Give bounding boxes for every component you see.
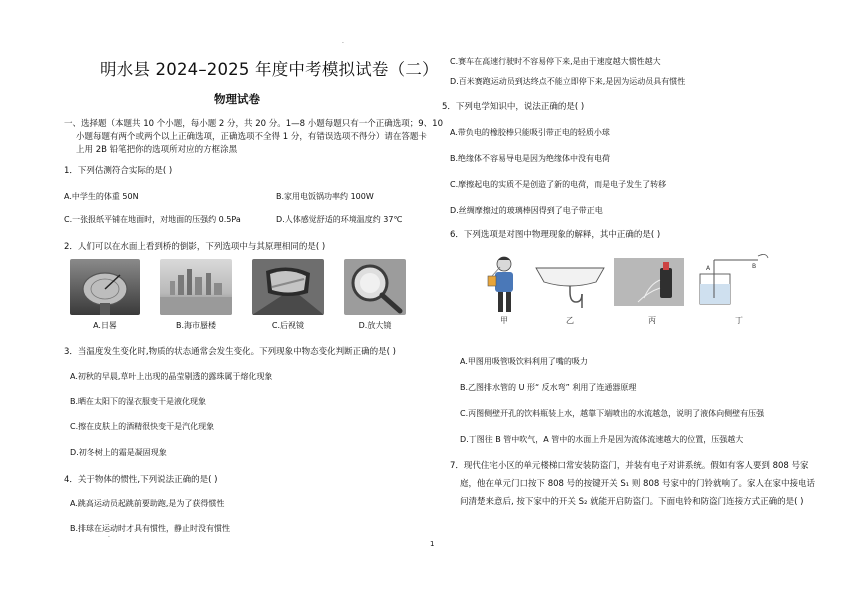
question-1-option-c: C.一张报纸平铺在地面时，对地面的压强约 0.5Pa bbox=[64, 215, 241, 224]
question-7-line-3: 问清楚来意后, 按下家中的开关 S₂ 就能开启防盗门。下面电铃和防盗门连接方式正确的是( ) bbox=[460, 497, 804, 507]
section-instructions-line-1: 一、选择题（本题共 10 个小题，每小题 2 分，共 20 分。1—8 小题每题只有一个正确选项；9、10 bbox=[64, 119, 443, 129]
question-5-option-c: C.摩擦起电的实质不是创造了新的电荷，而是电子发生了转移 bbox=[450, 180, 667, 189]
mirage-photo bbox=[160, 259, 232, 315]
question-5-stem: 5．下列电学知识中，说法正确的是( ) bbox=[442, 102, 585, 112]
figure-label-yi: 乙 bbox=[566, 316, 574, 325]
image-caption-d: D.放大镜 bbox=[358, 321, 392, 330]
question-5-option-a: A.带负电的橡胶棒只能吸引带正电的轻质小球 bbox=[450, 128, 610, 137]
question-3-option-a: A.初秋的早晨,草叶上出现的晶莹剔透的露珠属于熔化现象 bbox=[70, 372, 273, 381]
question-3-option-c: C.擦在皮肤上的酒精很快变干是汽化现象 bbox=[70, 422, 215, 431]
scan-dot: · bbox=[108, 534, 110, 541]
figure-label-bing: 丙 bbox=[648, 316, 656, 325]
question-7-line-2: 庭，他在单元门口按下 808 号的按键开关 S₁ 则 808 号家中的门铃就响了。家人在家中接电话 bbox=[460, 479, 815, 489]
magnifier-photo bbox=[344, 259, 406, 315]
figure-label-jia: 甲 bbox=[500, 316, 508, 325]
question-3-stem: 3．当温度发生变化时,物质的状态通常会发生变化。下列现象中物态变化判断正确的是( ) bbox=[64, 347, 396, 357]
figure-label-ding: 丁 bbox=[735, 316, 743, 325]
question-7-line-1: 7．现代住宅小区的单元楼梯口常安装防盗门，并装有电子对讲系统。假如有客人要到 808 号家 bbox=[450, 461, 809, 471]
figure-ding-tubes bbox=[694, 252, 772, 308]
image-caption-c: C.后视镜 bbox=[271, 321, 305, 330]
question-4-option-c: C.赛车在高速行驶时不容易停下来,是由于速度越大惯性越大 bbox=[450, 57, 661, 66]
section-instructions-line-3: 上用 2B 铅笔把你的选项所对应的方框涂黑 bbox=[76, 145, 238, 155]
figure-bing-bottle bbox=[614, 258, 684, 306]
question-1-option-d: D.人体感觉舒适的环境温度约 37℃ bbox=[276, 215, 403, 224]
exam-title: 明水县 2024–2025 年度中考模拟试卷（二） bbox=[100, 60, 439, 79]
svg-text:A: A bbox=[706, 265, 711, 272]
exam-subtitle: 物理试卷 bbox=[214, 92, 260, 106]
scan-dot: · bbox=[342, 40, 344, 47]
question-3-option-d: D.初冬树上的霜是凝固现象 bbox=[70, 448, 167, 457]
image-caption-b: B.海市蜃楼 bbox=[175, 321, 217, 330]
page-number: 1 bbox=[430, 540, 435, 548]
sundial-photo bbox=[70, 259, 140, 315]
question-4-option-d: D.百米赛跑运动员到达终点不能立即停下来,是因为运动员具有惯性 bbox=[450, 77, 686, 86]
figure-jia-boy-drinking bbox=[476, 254, 536, 314]
question-1-option-a: A.中学生的体重 50N bbox=[64, 192, 139, 201]
question-3-option-b: B.晒在太阳下的湿衣服变干是液化现象 bbox=[70, 397, 207, 406]
question-6-option-d: D.丁图往 B 管中吹气，A 管中的水面上升是因为流体流速越大的位置，压强越大 bbox=[460, 435, 744, 444]
question-5-option-b: B.绝缘体不容易导电是因为绝缘体中没有电荷 bbox=[450, 154, 611, 163]
question-5-option-d: D.丝绸摩擦过的玻璃棒因得到了电子带正电 bbox=[450, 206, 603, 215]
question-6-stem: 6．下列选项是对图中物理现象的解释，其中正确的是( ) bbox=[450, 230, 661, 240]
question-2-stem: 2．人们可以在水面上看到桥的倒影，下列选项中与其原理相同的是( ) bbox=[64, 242, 326, 252]
question-6-option-c: C.丙图侧壁开孔的饮料瓶装上水，越靠下端喷出的水流越急，说明了液体向侧壁有压强 bbox=[460, 409, 765, 418]
question-1-stem: 1．下列估测符合实际的是( ) bbox=[64, 166, 173, 176]
question-4-stem: 4．关于物体的惯性,下列说法正确的是( ) bbox=[64, 475, 218, 485]
rearview-mirror-photo bbox=[252, 259, 324, 315]
question-6-option-b: B.乙图排水管的 U 形“ 反水弯” 利用了连通器原理 bbox=[460, 383, 637, 392]
svg-text:B: B bbox=[752, 263, 757, 270]
question-4-option-a: A.跳高运动员起跳前要助跑,是为了获得惯性 bbox=[70, 499, 225, 508]
section-instructions-line-2: 小题每题有两个或两个以上正确选项，正确选项不全得 1 分，有错误选项不得分）请在答题卡 bbox=[76, 132, 427, 142]
figure-yi-sink-drain bbox=[532, 262, 608, 310]
question-4-option-b: B.排球在运动时才具有惯性，静止时没有惯性 bbox=[70, 524, 231, 533]
image-caption-a: A.日晷 bbox=[93, 321, 117, 330]
question-6-option-a: A.甲图用吸管吸饮料利用了嘴的吸力 bbox=[460, 357, 588, 366]
question-1-option-b: B.家用电饭锅功率约 100W bbox=[276, 192, 374, 201]
